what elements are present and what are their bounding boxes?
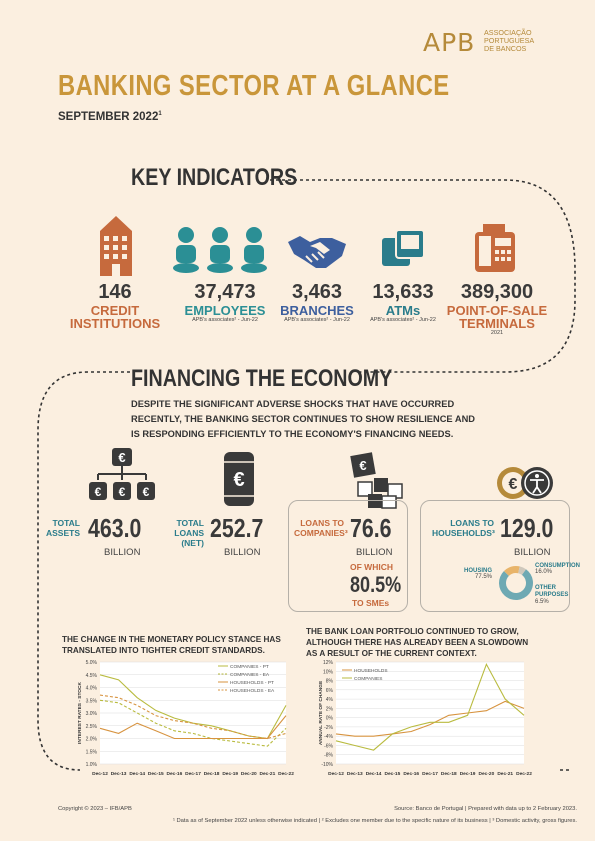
consumption-label: CONSUMPTION 16.0%: [535, 563, 580, 575]
x-tick-label: Dec-18: [203, 772, 220, 777]
x-tick-label: Dec-15: [384, 772, 401, 777]
y-tick-label: 1.0%: [85, 762, 97, 768]
svg-text:€: €: [94, 485, 102, 499]
x-tick-label: Dec-17: [185, 772, 201, 777]
x-tick-label: Dec-20: [478, 772, 495, 777]
building-icon: [96, 216, 136, 278]
svg-text:€: €: [233, 469, 245, 491]
y-tick-label: 5.0%: [85, 660, 97, 666]
legend-label: HOUSEHOLDS - PT: [230, 680, 274, 686]
y-tick-label: 2%: [325, 706, 333, 713]
svg-text:€: €: [508, 476, 518, 493]
coin-stack-euro-icon: [224, 452, 254, 506]
legend-label: HOUSEHOLDS: [354, 668, 388, 674]
x-tick-label: Dec-13: [346, 772, 363, 777]
x-tick-label: Dec-21: [259, 772, 276, 777]
interest-rates-chart: [62, 658, 294, 780]
loans-households-label: LOANS TO HOUSEHOLDS³: [432, 518, 495, 538]
legend-label: COMPANIES: [354, 676, 383, 682]
x-tick-label: Dec-13: [110, 772, 127, 777]
x-tick-label: Dec-16: [166, 772, 183, 777]
svg-text:€: €: [118, 485, 126, 499]
chart1-title: THE CHANGE IN THE MONETARY POLICY STANCE HAS TRANSLATED INTO TIGHTER CREDIT STANDARDS.: [62, 635, 281, 655]
donut-slice-housing: [499, 569, 533, 600]
y-tick-label: 2.0%: [85, 736, 97, 743]
y-tick-label: 3.0%: [85, 711, 97, 717]
y-tick-label: 3.5%: [85, 698, 97, 705]
handshake-icon: [286, 232, 348, 272]
kpi-atms: 13,633 ATMs APB's associates² - Jun-22: [370, 281, 436, 323]
svg-text:€: €: [118, 450, 126, 465]
y-tick-label: 4.0%: [85, 685, 97, 692]
total-assets-value: 463.0: [88, 513, 142, 543]
x-tick-label: Dec-22: [278, 772, 294, 777]
hierarchy-euro-icon: [88, 448, 156, 506]
y-tick-label: -10%: [321, 762, 333, 768]
legend-label: HOUSEHOLDS - EA: [230, 688, 275, 694]
x-tick-label: Dec-22: [516, 772, 532, 777]
y-tick-label: 10%: [322, 669, 333, 676]
svg-text:€: €: [359, 458, 367, 473]
page-title: BANKING SECTOR AT A GLANCE: [58, 70, 450, 102]
page-subtitle: SEPTEMBER 2022$^1$: [58, 111, 162, 123]
total-loans-label: TOTAL LOANS (NET): [174, 518, 204, 548]
sme-share-value: 80.5%: [350, 572, 402, 597]
y-tick-label: -8%: [324, 752, 333, 759]
y-tick-label: 4.5%: [85, 672, 97, 679]
source-text: Source: Banco de Portugal | Prepared with data up to 2 February 2023.: [394, 806, 577, 812]
x-tick-label: Dec-17: [422, 772, 438, 777]
financing-heading: FINANCING THE ECONOMY: [131, 365, 393, 392]
total-loans-unit: BILLION: [224, 547, 261, 558]
x-tick-label: Dec-12: [92, 772, 108, 777]
svg-text:€: €: [142, 485, 150, 499]
x-tick-label: Dec-12: [328, 772, 344, 777]
y-tick-label: -2%: [324, 724, 333, 731]
y-axis-label: INTEREST RATES - STOCK: [78, 682, 83, 744]
legend-label: COMPANIES - EA: [230, 672, 270, 678]
footnotes-text: ¹ Data as of September 2022 unless otherwise indicated | ² Excludes one member due to the specific nature of its business | ³ Domestic activity, gross figures.: [172, 818, 577, 824]
y-tick-label: 2.5%: [85, 723, 97, 730]
x-tick-label: Dec-20: [240, 772, 257, 777]
other-purposes-label: OTHER PURPOSES 6.5%: [535, 585, 569, 605]
x-tick-label: Dec-14: [365, 772, 382, 777]
copyright-text: Copyright © 2023 – IFB/APB: [58, 806, 132, 812]
kpi-pos-terminals: 389,300 POINT-OF-SALE TERMINALS 2021: [446, 281, 548, 336]
y-axis-label: ANNUAL RATE OF CHANGE: [319, 680, 324, 746]
x-tick-label: Dec-18: [440, 772, 457, 777]
key-indicators-heading: KEY INDICATORS: [131, 164, 298, 191]
sme-label: TO SMEs: [352, 598, 390, 608]
y-tick-label: 8%: [325, 678, 333, 685]
loans-households-unit: BILLION: [514, 547, 551, 558]
x-tick-label: Dec-16: [403, 772, 420, 777]
y-tick-label: 12%: [322, 660, 333, 666]
euro-person-icon: [497, 466, 555, 500]
people-icon: [172, 226, 272, 276]
atm-icon: [380, 228, 426, 272]
housing-label: HOUSING 77.5%: [463, 568, 492, 580]
logo-text: ASSOCIAÇÃO PORTUGUESA DE BANCOS: [484, 28, 535, 54]
loan-growth-chart: [306, 658, 532, 780]
financing-intro: DESPITE THE SIGNIFICANT ADVERSE SHOCKS THAT HAVE OCCURRED RECENTLY, THE BANKING SECTOR CONTINUES TO SHOW RESILIENCE AND IS RESPONDING EFFICIENTLY TO THE ECONOMY'S FINANCING NEEDS.: [131, 399, 476, 439]
y-tick-label: 4%: [325, 697, 333, 704]
x-tick-label: Dec-19: [222, 772, 239, 777]
total-assets-unit: BILLION: [104, 547, 141, 558]
y-tick-label: -6%: [324, 743, 333, 750]
chart2-title: THE BANK LOAN PORTFOLIO CONTINUED TO GROW, ALTHOUGH THERE HAS ALREADY BEEN A SLOWDOWN AS A RESULT OF THE CURRENT CONTEXT.: [306, 627, 529, 658]
y-tick-label: 6%: [325, 687, 333, 694]
y-tick-label: 1.5%: [85, 749, 97, 756]
loans-households-value: 129.0: [500, 513, 554, 543]
logo-mark: APB: [423, 28, 476, 57]
kpi-employees: 37,473 EMPLOYEES APB's associates² - Jun-22: [184, 281, 266, 323]
legend-label: COMPANIES - PT: [230, 664, 269, 670]
households-donut-chart: [496, 563, 536, 603]
loans-companies-unit: BILLION: [356, 547, 393, 558]
of-which-label: OF WHICH: [350, 562, 393, 572]
loans-companies-value: 76.6: [350, 513, 392, 543]
total-assets-label: TOTAL ASSETS: [45, 518, 80, 538]
x-tick-label: Dec-15: [147, 772, 164, 777]
x-tick-label: Dec-19: [459, 772, 476, 777]
pos-terminal-icon: [473, 224, 517, 274]
y-tick-label: 0%: [325, 715, 333, 722]
total-loans-value: 252.7: [210, 513, 264, 543]
kpi-credit-institutions: 146 CREDIT INSTITUTIONS: [69, 281, 161, 331]
x-tick-label: Dec-21: [497, 772, 514, 777]
x-tick-label: Dec-14: [129, 772, 146, 777]
y-tick-label: -4%: [324, 734, 333, 741]
kpi-branches: 3,463 BRANCHES APB's associates² - Jun-22: [280, 281, 354, 323]
loans-companies-label: LOANS TO COMPANIES³: [294, 518, 348, 538]
